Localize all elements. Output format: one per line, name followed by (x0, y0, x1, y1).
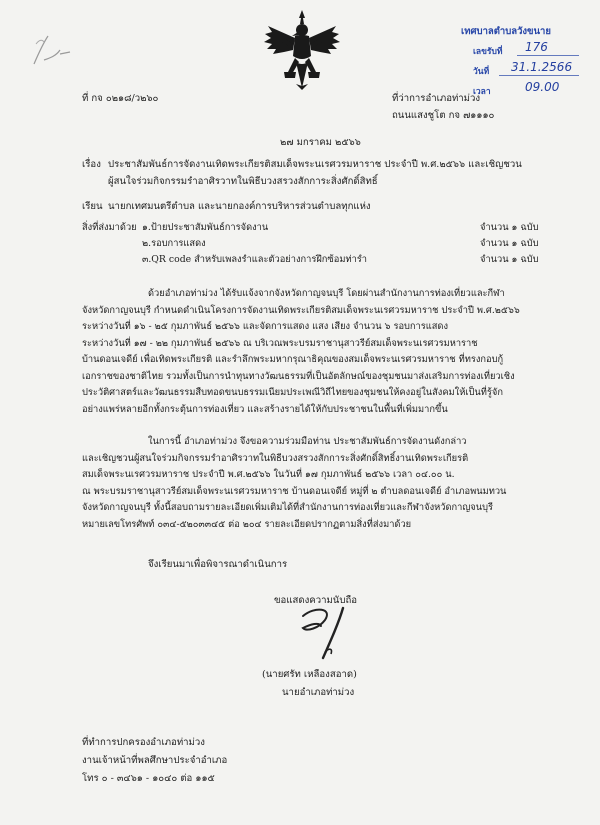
stamp-number-label: เลขรับที่ (473, 47, 503, 57)
attachments-label: สิ่งที่ส่งมาด้วย (82, 222, 137, 233)
attachment-item: ๓.QR code สำหรับเพลงรำและตัวอย่างการฝึกซ้อมท่ารำ (142, 254, 368, 265)
body-line: และเชิญชวนผู้สนใจร่วมกิจกรรมรำอาศิรวาทในพิธีบวงสรวงสักการะสิ่งศักดิ์สิทธิ์งานเทิดพระเกียรติ (82, 452, 469, 464)
signer-position: นายอำเภอท่าม่วง (282, 687, 355, 698)
stamp-date-label: วันที่ (473, 67, 490, 77)
body-line: บ้านดอนเจดีย์ เพื่อเทิดพระเกียรติ และรำลึกพระมหากรุณาธิคุณของสมเด็จพระนเรศวรมหาราช ที่ทรงกอบกู้ (82, 354, 504, 365)
attachment-item: ๒.รอบการแสดง (142, 238, 206, 249)
body-line: จังหวัดกาญจนบุรี กำหนดดำเนินโครงการจัดงานเทิดพระเกียรติสมเด็จพระนเรศวรมหาราช ประจำปี พ.ศ.๒๕๖๖ (82, 304, 520, 316)
body-line: อย่างแพร่หลายอีกทั้งกระตุ้นการท่องเที่ยว และสร้างรายได้ให้กับประชาชนในพื้นที่เพิ่มมากขึ้น (82, 403, 448, 415)
pencil-mark (30, 30, 80, 70)
receipt-stamp (455, 20, 583, 100)
subject-line: ประชาสัมพันธ์การจัดงานเทิดพระเกียรติสมเด็จพระนเรศวรมหาราช ประจำปี พ.ศ.๒๕๖๖ และเชิญชวน (108, 159, 522, 170)
body-line: หมายเลขโทรศัพท์ ๐๓๔-๕๒๐๓๓๔๕ ต่อ ๒๐๔ รายละเอียดปรากฏตามสิ่งที่ส่งมาด้วย (82, 518, 412, 530)
stamp-number-value: 176 (525, 40, 548, 54)
attachment-row (82, 220, 562, 234)
letter-date: ๒๗ มกราคม ๒๕๖๖ (280, 137, 361, 148)
body-line: สมเด็จพระนเรศวรมหาราช ประจำปี พ.ศ.๒๕๖๖ ในวันที่ ๑๗ กุมภาพันธ์ ๒๕๖๖ เวลา ๐๔.๐๐ น. (82, 469, 455, 480)
footer-line: งานเจ้าหน้าที่พลศึกษาประจำอำเภอ (82, 755, 228, 766)
stamp-line (517, 55, 579, 56)
body-line: ในการนี้ อำเภอท่าม่วง จึงขอความร่วมมือท่าน ประชาสัมพันธ์การจัดงานดังกล่าว (148, 436, 467, 447)
body-line: เอกราชของชาติไทย รวมทั้งเป็นการนำทุนทางวัฒนธรรมที่เป็นอัตลักษณ์ของชุมชนมาส่งเสริมการท่องเที่ยวเชิง (82, 370, 515, 382)
footer-line: ที่ทำการปกครองอำเภอท่าม่วง (82, 737, 205, 748)
stamp-time-value: 09.00 (525, 80, 560, 94)
stamp-time-label: เวลา (473, 87, 491, 97)
footer-line: โทร ๐ - ๓๔๖๑ - ๑๐๔๐ ต่อ ๑๑๕ (82, 773, 215, 784)
attachment-qty: จำนวน ๑ ฉบับ (480, 222, 539, 233)
stamp-date-value: 31.1.2566 (511, 60, 573, 74)
stamp-line (499, 75, 579, 76)
issuer-address: ถนนแสงชูโต กจ ๗๑๑๑๐ (392, 110, 495, 121)
body-line: ด้วยอำเภอท่าม่วง ได้รับแจ้งจากจังหวัดกาญจนบุรี โดยผ่านสำนักงานการท่องเที่ยวและกีฬา (148, 288, 505, 299)
closing-request: จึงเรียนมาเพื่อพิจารณาดำเนินการ (148, 559, 288, 570)
issuer-office: ที่ว่าการอำเภอท่าม่วง (392, 93, 481, 104)
body-paragraph-1 (82, 286, 552, 418)
attachment-qty: จำนวน ๑ ฉบับ (480, 238, 539, 249)
body-line: ระหว่างวันที่ ๑๗ - ๒๒ กุมภาพันธ์ ๒๕๖๖ ณ บริเวณพระบรมราชานุสาวรีย์สมเด็จพระนเรศวรมหาราช (82, 337, 478, 349)
body-line: ณ พระบรมราชานุสาวรีย์สมเด็จพระนเรศวรมหาราช บ้านดอนเจดีย์ หมู่ที่ ๒ ตำบลดอนเจดีย์ อำเภอพนมทวน (82, 485, 507, 497)
to-label: เรียน (82, 201, 103, 212)
body-line: ระหว่างวันที่ ๑๖ - ๒๕ กุมภาพันธ์ ๒๕๖๖ และจัดการแสดง แสง เสียง จำนวน ๖ รอบการแสดง (82, 321, 449, 332)
garuda-emblem-icon (262, 8, 342, 92)
body-line: ประวัติศาสตร์และวัฒนธรรมสืบทอดขนบธรรมเนียมประเพณีวิถีไทยของชุมชนให้คงอยู่ในสังคมให้เป็นที่รู้จัก (82, 387, 503, 398)
closing: ขอแสดงความนับถือ (274, 595, 358, 606)
subject-label: เรื่อง (82, 159, 101, 170)
signer-name: (นายศรัท เหลืองสอาด) (262, 669, 357, 680)
subject-line: ผู้สนใจร่วมกิจกรรมรำอาศิรวาทในพิธีบวงสรวงสักการะสิ่งศักดิ์สิทธิ์ (108, 176, 378, 187)
handwritten-signature (285, 602, 375, 664)
attachment-row (82, 236, 562, 250)
attachment-row (82, 252, 562, 266)
recipient: นายกเทศมนตรีตำบล และนายกองค์การบริหารส่วนตำบลทุกแห่ง (108, 201, 371, 212)
stamp-title: เทศบาลตำบลวังขนาย (461, 26, 551, 37)
attachment-item: ๑.ป้ายประชาสัมพันธ์การจัดงาน (142, 222, 269, 233)
body-paragraph-2 (82, 434, 552, 533)
body-line: จังหวัดกาญจนบุรี ทั้งนี้สอบถามรายละเอียดเพิ่มเติมได้ที่สำนักงานการท่องเที่ยวและกีฬาจังหวัดกาญจนบุรี (82, 502, 493, 513)
attachment-qty: จำนวน ๑ ฉบับ (480, 254, 539, 265)
reference-number: ที่ กจ ๐๒๑๘/ว๒๖๐ (82, 93, 159, 104)
